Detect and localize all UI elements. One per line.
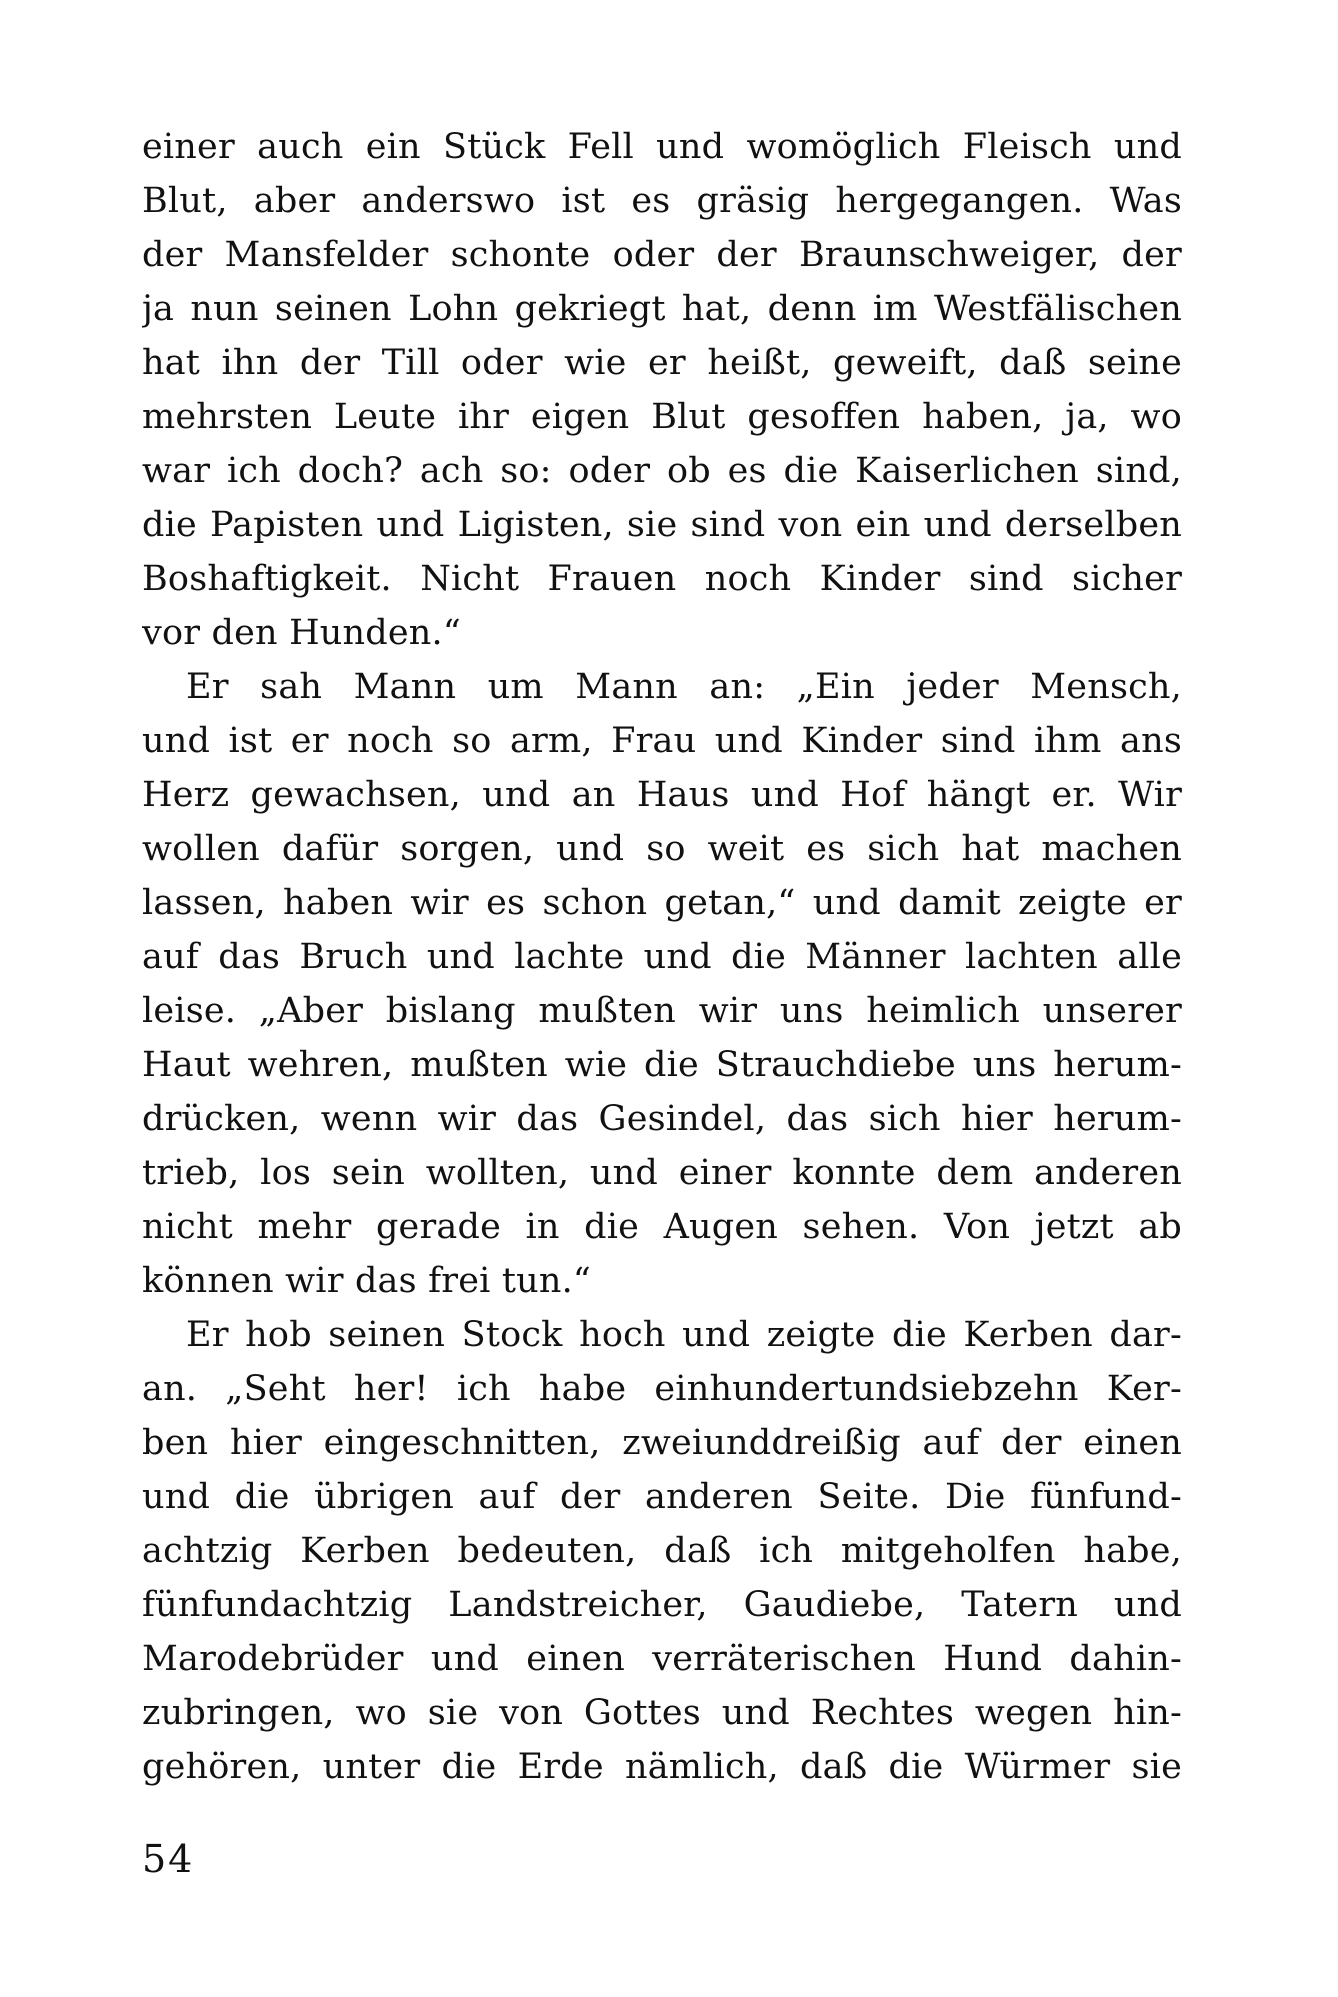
text-line: hat ihn der Till oder wie er heißt, geweift, daß seine: [142, 343, 1182, 383]
text-line: gehören, unter die Erde nämlich, daß die Würmer sie: [142, 1747, 1182, 1787]
text-line: Haut wehren, mußten wie die Strauchdiebe uns herum-: [142, 1045, 1182, 1085]
text-line: nicht mehr gerade in die Augen sehen. Von jetzt ab: [142, 1207, 1182, 1247]
text-line: einer auch ein Stück Fell und womöglich Fleisch und: [142, 127, 1182, 167]
text-line: leise. „Aber bislang mußten wir uns heimlich unserer: [142, 991, 1182, 1031]
text-line: auf das Bruch und lachte und die Männer lachten alle: [142, 937, 1182, 977]
text-line: lassen, haben wir es schon getan,“ und damit zeigte er: [142, 883, 1182, 923]
text-line: Herz gewachsen, und an Haus und Hof hängt er. Wir: [142, 775, 1182, 815]
text-line: achtzig Kerben bedeuten, daß ich mitgeholfen habe,: [142, 1531, 1182, 1571]
text-line: und ist er noch so arm, Frau und Kinder sind ihm ans: [142, 721, 1182, 761]
text-line: drücken, wenn wir das Gesindel, das sich hier herum-: [142, 1099, 1182, 1139]
text-line: mehrsten Leute ihr eigen Blut gesoffen haben, ja, wo: [142, 397, 1182, 437]
text-line: der Mansfelder schonte oder der Braunschweiger, der: [142, 235, 1182, 275]
text-line: vor den Hunden.“: [142, 613, 461, 653]
text-line: Blut, aber anderswo ist es gräsig hergegangen. Was: [142, 181, 1182, 221]
text-line: trieb, los sein wollten, und einer konnte dem anderen: [142, 1153, 1182, 1193]
page-number: 54: [142, 1837, 195, 1881]
text-line: Boshaftigkeit. Nicht Frauen noch Kinder sind sicher: [142, 559, 1182, 599]
text-line: ja nun seinen Lohn gekriegt hat, denn im Westfälischen: [142, 289, 1182, 329]
text-line: an. „Seht her! ich habe einhundertundsiebzehn Ker-: [142, 1369, 1182, 1409]
text-line: fünfundachtzig Landstreicher, Gaudiebe, Tatern und: [142, 1585, 1182, 1625]
text-line: und die übrigen auf der anderen Seite. Die fünfund-: [142, 1477, 1182, 1517]
text-line: wollen dafür sorgen, und so weit es sich hat machen: [142, 829, 1182, 869]
text-line: die Papisten und Ligisten, sie sind von ein und derselben: [142, 505, 1182, 545]
text-line: zubringen, wo sie von Gottes und Rechtes wegen hin-: [142, 1693, 1182, 1733]
text-line: war ich doch? ach so: oder ob es die Kaiserlichen sind,: [142, 451, 1182, 491]
text-line: können wir das frei tun.“: [142, 1261, 591, 1301]
text-line: Er hob seinen Stock hoch und zeigte die Kerben dar-: [186, 1315, 1182, 1355]
text-line: ben hier eingeschnitten, zweiunddreißig auf der einen: [142, 1423, 1182, 1463]
text-line: Er sah Mann um Mann an: „Ein jeder Mensch,: [186, 667, 1182, 707]
text-line: Marodebrüder und einen verräterischen Hund dahin-: [142, 1639, 1182, 1679]
